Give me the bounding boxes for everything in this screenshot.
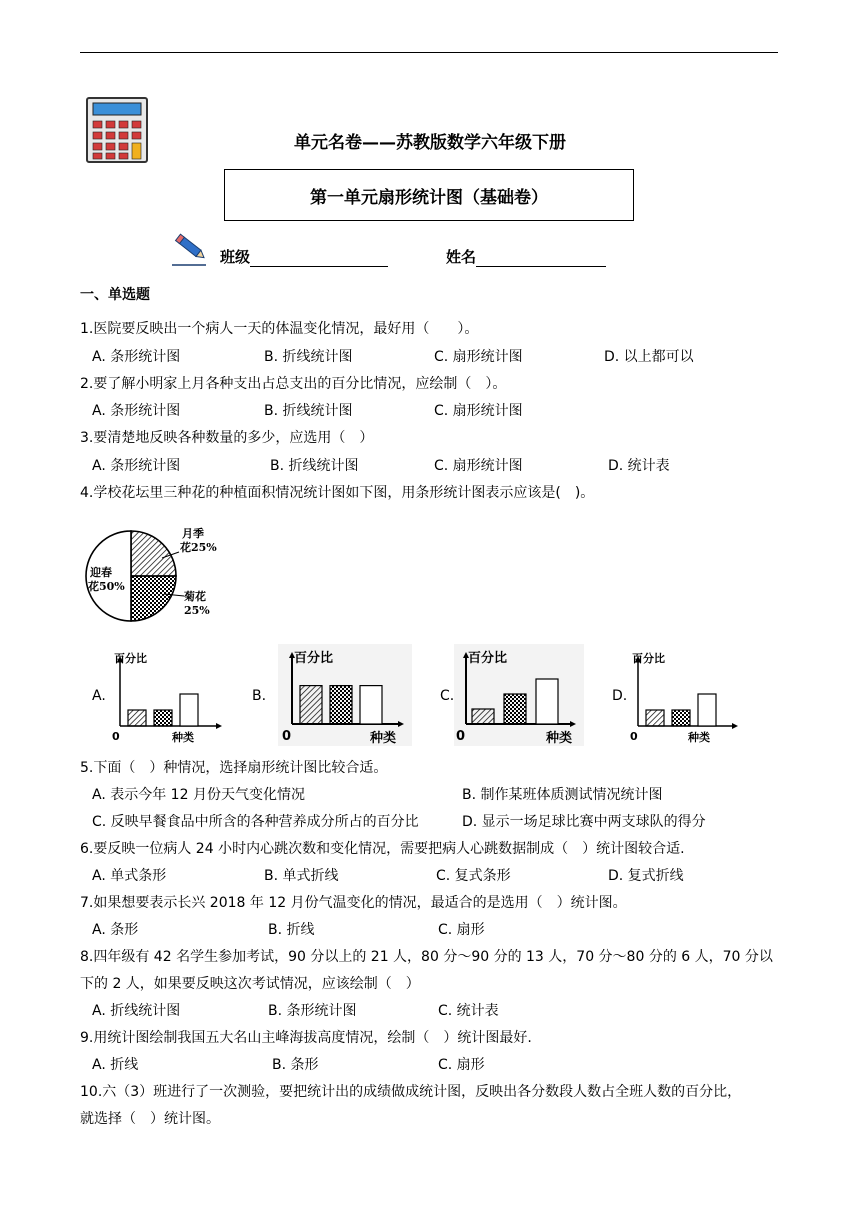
page-title: 单元名卷——苏教版数学六年级下册 (294, 133, 566, 153)
q4-a-ylabel: 百分比 (114, 652, 147, 665)
q9-option-b[interactable]: B. 条形 (272, 1057, 319, 1073)
class-blank[interactable] (250, 250, 388, 267)
q2-option-a[interactable]: A. 条形统计图 (92, 403, 181, 419)
q4-a-bar-3 (180, 694, 198, 726)
class-field[interactable] (220, 246, 388, 267)
q8-option-b[interactable]: B. 条形统计图 (268, 1003, 357, 1019)
q4-bar-chart-d[interactable] (628, 648, 746, 746)
question-7: 7.如果想要表示长兴 2018 年 12 月份气温变化的情况，最适合的是选用（ ）统计图。 (80, 895, 627, 911)
q6-option-b[interactable]: B. 单式折线 (264, 868, 339, 884)
q9-option-a[interactable]: A. 折线 (92, 1057, 139, 1073)
question-4: 4.学校花坛里三种花的种植面积情况统计图如下图，用条形统计图表示应该是( )。 (80, 485, 595, 501)
question-2: 2.要了解小明家上月各种支出占总支出的百分比情况，应绘制（ ）。 (80, 376, 507, 392)
question-6: 6.要反映一位病人 24 小时内心跳次数和变化情况，需要把病人心跳数据制成（ ）统计图较合适. (80, 841, 685, 857)
flower-pie-chart (84, 524, 234, 632)
q5-option-b[interactable]: B. 制作某班体质测试情况统计图 (462, 787, 663, 803)
q4-b-bar-3 (360, 686, 382, 724)
q4-option-c-letter[interactable]: C. (440, 688, 455, 704)
question-10-line-1: 10.六（3）班进行了一次测验，要把统计出的成绩做成统计图，反映出各分数段人数占全班人数的百分比， (80, 1084, 742, 1100)
pie-slice-rose (131, 531, 176, 576)
q4-b-zero: 0 (282, 729, 292, 744)
class-label: 班级 (220, 248, 251, 266)
pie-label-chrysanthemum: 菊花 (184, 590, 206, 603)
name-field[interactable] (446, 246, 606, 267)
q4-d-bar-3 (698, 694, 716, 726)
q4-bar-chart-c[interactable] (454, 644, 584, 746)
q4-a-bar-1 (128, 710, 146, 726)
q4-c-zero: 0 (456, 729, 466, 744)
q8-option-c[interactable]: C. 统计表 (438, 1003, 499, 1019)
q3-option-a[interactable]: A. 条形统计图 (92, 458, 181, 474)
question-8-line-2: 下的 2 人，如果要反映这次考试情况，应该绘制（ ） (80, 976, 420, 992)
q2-option-c[interactable]: C. 扇形统计图 (434, 403, 523, 419)
pencil-icon (172, 232, 208, 266)
q4-option-a-letter[interactable]: A. (92, 688, 106, 704)
section-title: 一、单选题 (80, 287, 150, 303)
q6-option-a[interactable]: A. 单式条形 (92, 868, 167, 884)
question-10-line-2: 就选择（ ）统计图。 (80, 1111, 220, 1127)
header-rule (80, 52, 778, 53)
unit-title-box (224, 169, 634, 221)
q4-d-bar-1 (646, 710, 664, 726)
q1-option-a[interactable]: A. 条形统计图 (92, 349, 181, 365)
q4-b-bar-1 (300, 686, 322, 724)
q7-option-b[interactable]: B. 折线 (268, 922, 315, 938)
q1-option-b[interactable]: B. 折线统计图 (264, 349, 353, 365)
q3-option-b[interactable]: B. 折线统计图 (270, 458, 359, 474)
q4-d-bar-2 (672, 710, 690, 726)
q4-d-zero: 0 (630, 730, 638, 743)
pie-slice-chrysanthemum (131, 576, 176, 621)
q4-bar-chart-b[interactable] (278, 644, 412, 746)
question-8-line-1: 8.四年级有 42 名学生参加考试，90 分以上的 21 人，80 分～90 分的 13 人，70 分～80 分的 6 人，70 分以 (80, 949, 773, 965)
q3-option-c[interactable]: C. 扇形统计图 (434, 458, 523, 474)
q4-c-ylabel: 百分比 (468, 651, 508, 666)
q4-bar-chart-a[interactable] (110, 648, 230, 746)
pie-label-rose-2: 花25% (180, 541, 217, 554)
pie-label-jasmine-2: 花50% (88, 580, 125, 593)
q4-b-bar-2 (330, 686, 352, 724)
q5-option-d[interactable]: D. 显示一场足球比赛中两支球队的得分 (462, 814, 706, 830)
q6-option-c[interactable]: C. 复式条形 (436, 868, 511, 884)
q5-option-c[interactable]: C. 反映早餐食品中所含的各种营养成分所占的百分比 (92, 814, 419, 830)
question-5: 5.下面（ ）种情况，选择扇形统计图比较合适。 (80, 760, 388, 776)
q7-option-a[interactable]: A. 条形 (92, 922, 139, 938)
q3-option-d[interactable]: D. 统计表 (608, 458, 670, 474)
q4-b-ylabel: 百分比 (294, 651, 334, 666)
question-1: 1.医院要反映出一个病人一天的体温变化情况，最好用（ ）。 (80, 321, 479, 337)
pie-label-chrysanthemum-2: 25% (184, 604, 210, 617)
question-9: 9.用统计图绘制我国五大名山主峰海拔高度情况，绘制（ ）统计图最好. (80, 1030, 532, 1046)
q1-option-d[interactable]: D. 以上都可以 (604, 349, 694, 365)
q8-option-a[interactable]: A. 折线统计图 (92, 1003, 181, 1019)
q4-a-xlabel: 种类 (172, 731, 194, 744)
q4-a-zero: 0 (112, 730, 120, 743)
q6-option-d[interactable]: D. 复式折线 (608, 868, 684, 884)
name-label: 姓名 (446, 248, 477, 266)
q4-c-bar-2 (504, 694, 526, 724)
q7-option-c[interactable]: C. 扇形 (438, 922, 485, 938)
q5-option-a[interactable]: A. 表示今年 12 月份天气变化情况 (92, 787, 305, 803)
pie-label-jasmine: 迎春 (90, 566, 112, 579)
q4-a-bar-2 (154, 710, 172, 726)
q4-c-xlabel: 种类 (546, 731, 573, 746)
name-blank[interactable] (476, 250, 606, 267)
q4-d-ylabel: 百分比 (632, 652, 665, 665)
q4-b-xlabel: 种类 (370, 731, 397, 746)
q4-d-xlabel: 种类 (688, 731, 710, 744)
q4-c-bar-1 (472, 709, 494, 724)
q4-option-b-letter[interactable]: B. (252, 688, 267, 704)
question-3: 3.要清楚地反映各种数量的多少，应选用（ ） (80, 430, 374, 446)
q4-option-d-letter[interactable]: D. (612, 688, 628, 704)
unit-title: 第一单元扇形统计图（基础卷） (310, 187, 548, 208)
pie-label-rose: 月季 (182, 527, 204, 540)
q2-option-b[interactable]: B. 折线统计图 (264, 403, 353, 419)
q4-c-bar-3 (536, 679, 558, 724)
q1-option-c[interactable]: C. 扇形统计图 (434, 349, 523, 365)
q9-option-c[interactable]: C. 扇形 (438, 1057, 485, 1073)
